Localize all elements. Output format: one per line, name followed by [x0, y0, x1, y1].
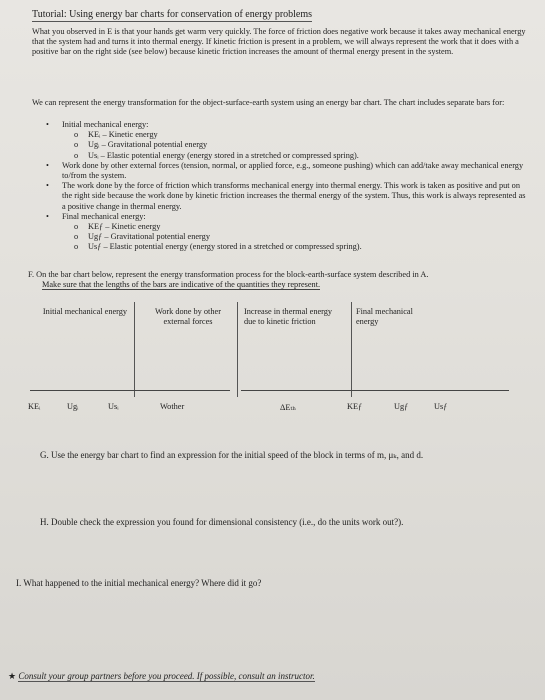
sub-item-ke-i: o KEᵢ – Kinetic energy — [74, 130, 158, 140]
chart-divider — [351, 302, 352, 397]
label-ke-initial: KEᵢ — [28, 402, 41, 411]
question-f — [28, 270, 533, 290]
circle-bullet-icon: o — [74, 222, 79, 232]
label-us-initial: Usᵢ — [108, 402, 119, 411]
bullet-dot-icon: • — [46, 181, 49, 191]
question-h: H. Double check the expression you found for dimensional consistency (i.e., do the units work out?). — [40, 517, 404, 527]
chart-divider — [134, 302, 135, 397]
intro-paragraph: What you observed in E is that your hands get warm very quickly. The force of friction does negative work because it takes away mechanical energy that the system had and turns it into thermal energy. If kinetic friction is present in a problem, we will always represent the work that it does with a positive bar on the right side (see below) because kinetic friction increases the amount of thermal energy present in the system. — [32, 27, 526, 57]
bullet-dot-icon: • — [46, 211, 49, 221]
bullet-dot-icon: • — [46, 120, 49, 129]
label-ke-final: KEƒ — [347, 402, 363, 411]
final-label: Final mechanical energy: — [62, 211, 146, 221]
chart-intro-paragraph: We can represent the energy transformation for the object-surface-earth system using an energy bar chart. The chart includes separate bars for: — [32, 98, 505, 107]
circle-bullet-icon: o — [74, 232, 79, 242]
page-title: Tutorial: Using energy bar charts for conservation of energy problems — [32, 9, 313, 20]
question-f-line1: On the bar chart below, represent the energy transformation process for the block-earth-surface system described in A. — [36, 270, 429, 279]
question-i: I. What happened to the initial mechanical energy? Where did it go? — [16, 578, 262, 588]
circle-bullet-icon: o — [74, 140, 79, 150]
bullet-initial — [46, 120, 528, 161]
sub-item-ug-f: o Ugƒ – Gravitational potential energy — [74, 232, 210, 242]
circle-bullet-icon: o — [74, 130, 79, 140]
question-f-line2: Make sure that the lengths of the bars are indicative of the quantities they represent. — [42, 280, 321, 290]
sub-item-us-i: o Usᵢ – Elastic potential energy (energy stored in a stretched or compressed spring). — [74, 150, 359, 160]
sub-item-us-f: o Usƒ – Elastic potential energy (energy stored in a stretched or compressed spring). — [74, 242, 362, 252]
footer-note — [8, 671, 528, 682]
star-icon: ★ — [8, 671, 17, 681]
chart-divider — [237, 302, 238, 397]
question-g: G. Use the energy bar chart to find an expression for the initial speed of the block in terms of m, μₖ, and d. — [40, 450, 424, 460]
label-delta-e-thermal: ΔEₜₕ — [280, 403, 297, 412]
header-initial-energy: Initial mechanical energy — [42, 307, 128, 316]
sub-item-ug-i: o Ugᵢ – Gravitational potential energy — [74, 140, 208, 150]
circle-bullet-icon: o — [74, 242, 79, 252]
header-final-energy: Final mechanical energy — [356, 307, 413, 326]
energy-bar-list — [46, 120, 528, 253]
header-thermal-energy: Increase in thermal energy due to kinetic friction — [244, 307, 333, 326]
baseline-left — [30, 390, 230, 391]
question-f-label: F. — [28, 270, 35, 279]
footer-text: Consult your group partners before you proceed. If possible, consult an instructor. — [18, 671, 315, 681]
initial-label: Initial mechanical energy: — [62, 120, 149, 129]
circle-bullet-icon: o — [74, 150, 79, 160]
label-ug-initial: Ugᵢ — [67, 402, 79, 411]
label-ug-final: Ugƒ — [394, 402, 409, 411]
bullet-dot-icon: • — [46, 160, 49, 170]
baseline-right — [241, 390, 509, 391]
sub-item-ke-f: o KEƒ – Kinetic energy — [74, 222, 161, 232]
header-work-other: Work done by other external forces — [155, 307, 221, 326]
bullet-final — [46, 212, 528, 253]
bullet-work: • Work done by other external forces (tension, normal, or applied force, e.g., someone pushing) which can add/take away mechanical energy to/from the system. — [46, 160, 524, 181]
label-us-final: Usƒ — [434, 402, 448, 411]
label-wother: Wother — [160, 402, 185, 411]
energy-bar-chart[interactable] — [30, 302, 510, 422]
bullet-friction: • The work done by the force of friction which transforms mechanical energy into thermal energy. This work is taken as positive and put on the right side because the work done by kinetic friction increases the thermal energy of the system. Thus, this work is always represented as a positive change in thermal energy. — [46, 181, 526, 211]
